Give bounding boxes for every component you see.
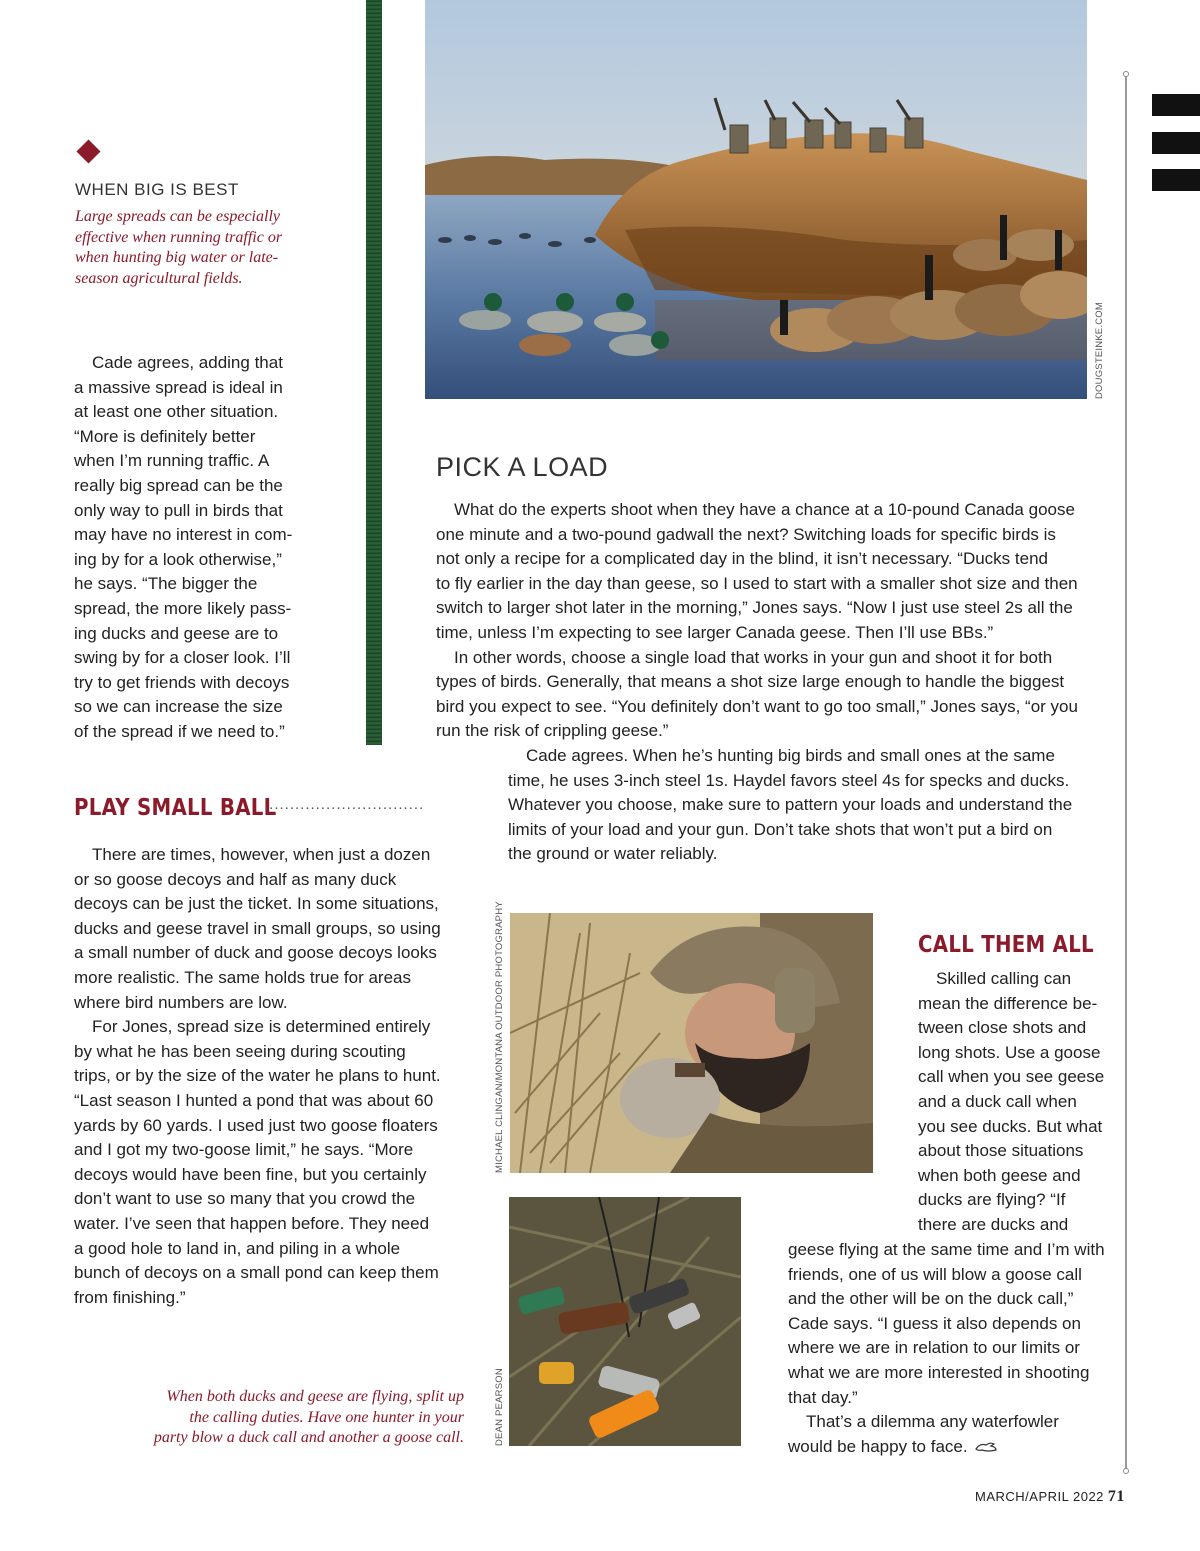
text-line: Skilled calling can bbox=[936, 969, 1072, 988]
rule-end-dot bbox=[1123, 71, 1129, 77]
text-line: call when you see geese bbox=[918, 1067, 1105, 1087]
section-heading-play-small-ball: PLAY SMALL BALL bbox=[74, 795, 277, 821]
text-line: time, unless I’m expecting to see larger Canada geese. Then I’ll use BBs.” bbox=[436, 622, 994, 642]
text-line: from finishing.” bbox=[74, 1287, 186, 1307]
text-line: In other words, choose a single load that works in your gun and shoot it for both bbox=[454, 647, 1053, 667]
section-tab-mark bbox=[1152, 94, 1200, 116]
text-line: Cade agrees. When he’s hunting big birds and small ones at the same bbox=[526, 746, 1055, 765]
section-tab-mark bbox=[1152, 169, 1200, 191]
text-line: Cade says. “I guess it also depends on bbox=[788, 1313, 1081, 1333]
text-line: limits of your load and your gun. Don’t take shots that won’t put a bird on bbox=[508, 819, 1053, 839]
photo-credit-decoys: DOUGSTEINKE.COM bbox=[1094, 302, 1105, 399]
text-line: mean the difference be- bbox=[918, 993, 1098, 1013]
text-line: geese flying at the same time and I’m with bbox=[788, 1240, 1105, 1259]
text-line: That’s a dilemma any waterfowler bbox=[806, 1412, 1059, 1432]
rule-end-dot bbox=[1123, 1468, 1129, 1474]
text-line: so we can increase the size bbox=[74, 697, 283, 717]
text-line-end bbox=[788, 1435, 1118, 1460]
text-line: there are ducks and bbox=[918, 1214, 1069, 1234]
pick-a-load-indented bbox=[508, 744, 1098, 867]
text-line: to fly earlier in the day than geese, so I used to start with a smaller shot size and then bbox=[436, 573, 1078, 593]
right-vertical-rule bbox=[1125, 74, 1127, 1472]
text-line: where bird numbers are low. bbox=[74, 992, 288, 1012]
photo-decoys-river bbox=[425, 0, 1087, 399]
text-line: of the spread if we need to.” bbox=[74, 721, 285, 741]
photo-calls-illustration bbox=[509, 1197, 741, 1446]
diamond-icon bbox=[76, 139, 100, 163]
caption-line: party blow a duck call and another a goose call. bbox=[153, 1429, 464, 1446]
section-heading-call-them-all: CALL THEM ALL bbox=[918, 932, 1094, 958]
text-line: water. I’ve seen that happen before. They need bbox=[74, 1213, 430, 1233]
text-line: only way to pull in birds that bbox=[74, 500, 283, 520]
text-line: really big spread can be the bbox=[74, 475, 283, 495]
text-line: swing by for a closer look. I’ll bbox=[74, 648, 291, 668]
heading-dot-leader: ............................... bbox=[264, 796, 425, 813]
text-line: would be happy to face. bbox=[788, 1436, 968, 1456]
photo-credit-calls: DEAN PEARSON bbox=[494, 1368, 505, 1446]
text-line: types of birds. Generally, that means a shot size large enough to handle the biggest bbox=[436, 672, 1065, 692]
page-folio bbox=[975, 1488, 1125, 1506]
bottom-photo-caption bbox=[100, 1387, 464, 1449]
text-line: tween close shots and bbox=[918, 1018, 1087, 1038]
text-line: “More is definitely better bbox=[74, 426, 256, 446]
text-line: long shots. Use a goose bbox=[918, 1042, 1101, 1062]
photo-duck-calls bbox=[509, 1197, 741, 1446]
sidebar-caption: Large spreads can be especially effective when running traffic or when hunting big water or late-season agricultural fields. bbox=[75, 208, 283, 287]
text-line: bunch of decoys on a small pond can keep them bbox=[74, 1263, 439, 1283]
text-line: For Jones, spread size is determined entirely bbox=[92, 1017, 431, 1037]
text-line: ing by for a look otherwise,” bbox=[74, 549, 282, 569]
text-line: what we are more interested in shooting bbox=[788, 1362, 1090, 1382]
play-small-ball-body bbox=[74, 843, 454, 1310]
caption-line: the calling duties. Have one hunter in your bbox=[189, 1408, 464, 1426]
text-line: when both geese and bbox=[918, 1165, 1081, 1185]
text-line: a small number of duck and goose decoys looks bbox=[74, 943, 437, 963]
text-line: try to get friends with decoys bbox=[74, 672, 290, 692]
call-them-all-wide bbox=[788, 1238, 1118, 1459]
photo-hunter-calling bbox=[510, 913, 873, 1173]
text-line: by what he has been seeing during scouting bbox=[74, 1041, 406, 1061]
text-line: and I got my two-goose limit,” he says. “More bbox=[74, 1140, 414, 1160]
photo-hunter-illustration bbox=[510, 913, 873, 1173]
section-heading-pick-a-load: PICK A LOAD bbox=[436, 452, 609, 482]
text-line: may have no interest in com- bbox=[74, 525, 293, 545]
text-line: switch to larger shot later in the morning,” Jones says. “Now I just use steel 2s all the bbox=[436, 598, 1073, 618]
text-line: that day.” bbox=[788, 1387, 858, 1407]
text-line: he says. “The bigger the bbox=[74, 574, 258, 594]
text-line: friends, one of us will blow a goose call bbox=[788, 1264, 1082, 1284]
sidebar-kicker: WHEN BIG IS BEST bbox=[75, 180, 239, 199]
text-line: when I’m running traffic. A bbox=[74, 451, 270, 471]
section-tab-mark bbox=[1152, 132, 1200, 154]
text-line: time, he uses 3-inch steel 1s. Haydel favors steel 4s for specks and ducks. bbox=[508, 770, 1070, 790]
text-line: you see ducks. But what bbox=[918, 1116, 1103, 1136]
text-line: ing ducks and geese are to bbox=[74, 623, 279, 643]
text-line: one minute and a two-pound gadwall the next? Switching loads for specific birds is bbox=[436, 524, 1056, 544]
text-line: yards by 60 yards. I used just two goose floaters bbox=[74, 1115, 438, 1135]
text-line: decoys would have been fine, but you certainly bbox=[74, 1164, 427, 1184]
text-line: ducks are flying? “If bbox=[918, 1190, 1066, 1210]
text-line: There are times, however, when just a dozen bbox=[92, 845, 431, 864]
text-line: ducks and geese travel in small groups, so using bbox=[74, 918, 441, 938]
text-line: not only a recipe for a complicated day in the blind, it isn’t necessary. “Ducks tend bbox=[436, 549, 1048, 569]
text-line: the ground or water reliably. bbox=[508, 844, 718, 864]
text-line: What do the experts shoot when they have a chance at a 10-pound Canada goose bbox=[454, 500, 1075, 519]
text-line: trips, or by the size of the water he plans to hunt. bbox=[74, 1066, 441, 1086]
caption-line: When both ducks and geese are flying, split up bbox=[166, 1388, 464, 1405]
text-line: where we are in relation to our limits or bbox=[788, 1338, 1080, 1358]
text-line: a good hole to land in, and piling in a whole bbox=[74, 1238, 401, 1258]
text-line: about those situations bbox=[918, 1141, 1084, 1161]
text-line: and a duck call when bbox=[918, 1091, 1077, 1111]
left-column-paragraph bbox=[74, 351, 364, 745]
text-line: bird you expect to see. “You definitely don’t want to go too small,” Jones says, “or you bbox=[436, 696, 1078, 716]
call-them-all-narrow bbox=[918, 967, 1118, 1238]
text-line: don’t want to use so many that you crowd the bbox=[74, 1189, 416, 1209]
folio-page-number: 71 bbox=[1107, 1488, 1125, 1505]
text-line: “Last season I hunted a pond that was about 60 bbox=[74, 1090, 434, 1110]
text-line: and the other will be on the duck call,” bbox=[788, 1289, 1074, 1309]
pick-a-load-body bbox=[436, 498, 1106, 744]
text-line: spread, the more likely pass- bbox=[74, 598, 292, 618]
green-vertical-rule bbox=[366, 0, 382, 745]
text-line: run the risk of crippling geese.” bbox=[436, 721, 669, 741]
text-line: more realistic. The same holds true for areas bbox=[74, 967, 411, 987]
text-line: or so goose decoys and half as many duck bbox=[74, 869, 397, 889]
text-line: Cade agrees, adding that bbox=[92, 353, 283, 372]
text-line: at least one other situation. bbox=[74, 402, 279, 422]
folio-issue: MARCH/APRIL 2022 bbox=[975, 1489, 1104, 1504]
text-line: a massive spread is ideal in bbox=[74, 377, 283, 397]
text-line: Whatever you choose, make sure to pattern your loads and understand the bbox=[508, 795, 1073, 815]
photo-decoys-illustration bbox=[425, 0, 1087, 399]
photo-credit-hunter: MICHAEL CLINGAN/MONTANA OUTDOOR PHOTOGRAPHY bbox=[494, 901, 505, 1173]
duck-end-mark-icon bbox=[974, 1441, 998, 1453]
text-line: decoys can be just the ticket. In some situations, bbox=[74, 894, 439, 914]
